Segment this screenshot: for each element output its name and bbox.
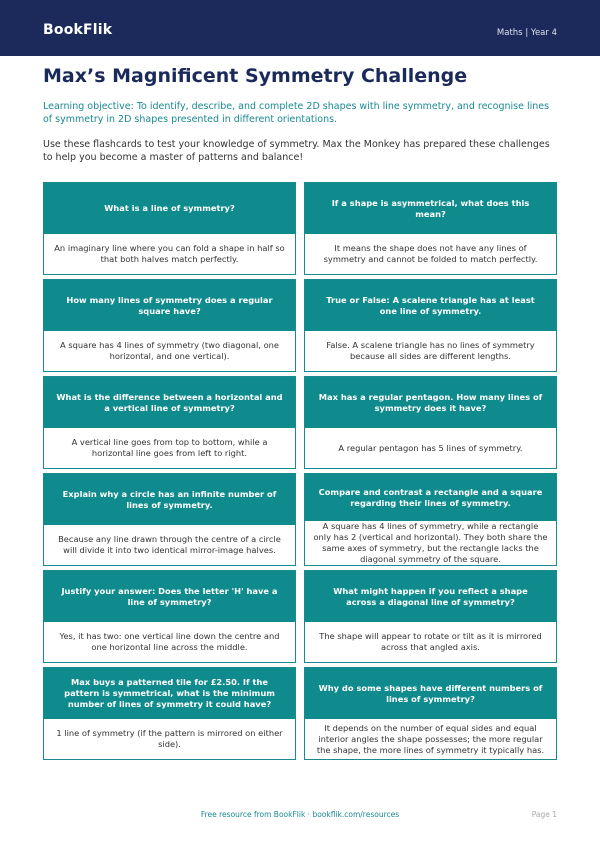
flashcard-answer: It means the shape does not have any lines of symmetry and cannot be folded to match perfectly. xyxy=(305,234,556,274)
flashcard xyxy=(43,279,296,372)
flashcard-question: How many lines of symmetry does a regular square have? xyxy=(44,280,295,331)
flashcard-answer: A vertical line goes from top to bottom, while a horizontal line goes from left to right. xyxy=(44,428,295,468)
flashcard-question: Max buys a patterned tile for £2.50. If the pattern is symmetrical, what is the minimum number of lines of symmetry it could have? xyxy=(44,668,295,719)
flashcard xyxy=(43,570,296,663)
flashcard-answer: Yes, it has two: one vertical line down the centre and one horizontal line across the middle. xyxy=(44,622,295,662)
flashcard xyxy=(304,182,557,275)
flashcard-answer: 1 line of symmetry (if the pattern is mirrored on either side). xyxy=(44,719,295,759)
page-title: Max’s Magnificent Symmetry Challenge xyxy=(43,65,468,87)
flashcard xyxy=(304,473,557,566)
flashcard-question: Justify your answer: Does the letter 'H' have a line of symmetry? xyxy=(44,571,295,622)
flashcard-answer: A regular pentagon has 5 lines of symmetry. xyxy=(305,428,556,468)
flashcard xyxy=(43,667,296,760)
flashcard-answer: False. A scalene triangle has no lines of symmetry because all sides are different lengths. xyxy=(305,331,556,371)
flashcard-question: Explain why a circle has an infinite number of lines of symmetry. xyxy=(44,474,295,525)
flashcard-question: What is a line of symmetry? xyxy=(44,183,295,234)
flashcard-answer: A square has 4 lines of symmetry, while a rectangle only has 2 (vertical and horizontal). They both share the same axes of symmetry, but the rectangle lacks the diagonal symmetry of the square. xyxy=(305,521,556,565)
brand-logo[interactable]: BookFlik xyxy=(43,22,113,38)
flashcard xyxy=(304,570,557,663)
flashcard-question: Why do some shapes have different numbers of lines of symmetry? xyxy=(305,668,556,719)
footer-link[interactable]: Free resource from BookFlik · bookflik.com/resources xyxy=(200,810,400,819)
flashcard-question: Max has a regular pentagon. How many lines of symmetry does it have? xyxy=(305,377,556,428)
page-number: Page 1 xyxy=(531,810,557,819)
flashcard-answer: A square has 4 lines of symmetry (two diagonal, one horizontal, and one vertical). xyxy=(44,331,295,371)
flashcard xyxy=(304,279,557,372)
flashcard-answer: It depends on the number of equal sides and equal interior angles the shape possesses; the more regular the shape, the more lines of symmetry it typically has. xyxy=(305,719,556,759)
flashcard-answer: The shape will appear to rotate or tilt as it is mirrored across that angled axis. xyxy=(305,622,556,662)
flashcard-answer: An imaginary line where you can fold a shape in half so that both halves match perfectly. xyxy=(44,234,295,274)
subject-year: Maths | Year 4 xyxy=(496,28,557,38)
flashcard xyxy=(43,376,296,469)
flashcard-question: True or False: A scalene triangle has at least one line of symmetry. xyxy=(305,280,556,331)
flashcard xyxy=(304,376,557,469)
learning-objective: Learning objective: To identify, describe, and complete 2D shapes with line symmetry, and recognise lines of symmetry in 2D shapes presented in different orientations. xyxy=(43,101,550,125)
flashcard-question: What might happen if you reflect a shape across a diagonal line of symmetry? xyxy=(305,571,556,622)
intro-text: Use these flashcards to test your knowledge of symmetry. Max the Monkey has prepared these challenges to help you become a master of patterns and balance! xyxy=(43,139,550,163)
flashcard-grid xyxy=(43,182,557,764)
flashcard-question: What is the difference between a horizontal and a vertical line of symmetry? xyxy=(44,377,295,428)
flashcard xyxy=(43,182,296,275)
flashcard-question: Compare and contrast a rectangle and a square regarding their lines of symmetry. xyxy=(305,474,556,521)
flashcard-answer: Because any line drawn through the centre of a circle will divide it into two identical mirror-image halves. xyxy=(44,525,295,565)
flashcard xyxy=(43,473,296,566)
flashcard-question: If a shape is asymmetrical, what does this mean? xyxy=(305,183,556,234)
flashcard xyxy=(304,667,557,760)
header-bar xyxy=(0,0,600,56)
